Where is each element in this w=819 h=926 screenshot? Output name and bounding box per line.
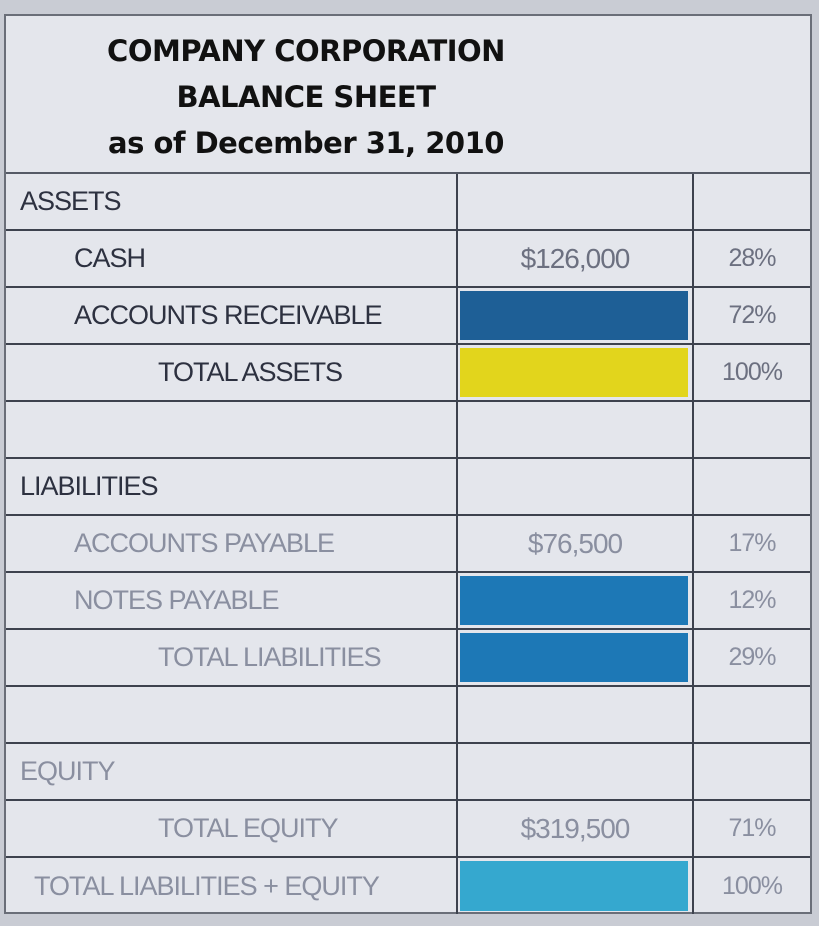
company-name: COMPANY CORPORATION (107, 34, 505, 68)
label-accounts-receivable: ACCOUNTS RECEIVABLE (74, 300, 382, 330)
label-cell[interactable] (6, 516, 458, 571)
value-cell[interactable] (458, 516, 694, 571)
percent-cell[interactable] (694, 516, 810, 571)
value-cell-total-liabilities[interactable] (458, 630, 694, 685)
percent-cell[interactable] (694, 744, 810, 799)
value-cell[interactable] (458, 459, 694, 514)
label-notes-payable: NOTES PAYABLE (74, 585, 279, 615)
highlight-fill (460, 633, 688, 682)
section-label-equity: EQUITY (20, 756, 115, 786)
label-total-assets: TOTAL ASSETS (158, 357, 343, 387)
highlight-fill (460, 861, 688, 911)
value-cell-total-liabilities-equity[interactable] (458, 858, 694, 914)
percent-cash: 28% (728, 244, 776, 272)
row-accounts-receivable (6, 288, 810, 345)
label-accounts-payable: ACCOUNTS PAYABLE (74, 528, 335, 558)
value-total-equity: $319,500 (520, 812, 630, 844)
row-assets-header (6, 174, 810, 231)
section-label-liabilities: LIABILITIES (20, 471, 158, 501)
section-label-assets: ASSETS (20, 186, 121, 216)
value-cell[interactable] (458, 801, 694, 856)
label-cell[interactable] (6, 288, 458, 343)
label-total-liabilities: TOTAL LIABILITIES (158, 642, 381, 672)
label-cell[interactable] (6, 174, 458, 229)
label-cell[interactable] (6, 573, 458, 628)
value-cell-notes-payable[interactable] (458, 573, 694, 628)
label-cell[interactable] (6, 459, 458, 514)
value-cell[interactable] (458, 174, 694, 229)
row-total-assets (6, 345, 810, 402)
row-notes-payable (6, 573, 810, 630)
percent-total-assets: 100% (722, 358, 782, 386)
percent-cell[interactable] (694, 630, 810, 685)
percent-total-equity: 71% (728, 814, 776, 842)
value-cell[interactable] (458, 402, 694, 457)
percent-cell[interactable] (694, 801, 810, 856)
percent-cell[interactable] (694, 345, 810, 400)
label-cell[interactable] (6, 801, 458, 856)
date-line: as of December 31, 2010 (108, 126, 504, 160)
row-total-equity (6, 801, 810, 858)
percent-cell[interactable] (694, 174, 810, 229)
balance-sheet (4, 14, 812, 914)
label-cell[interactable] (6, 402, 458, 457)
sheet-title (6, 16, 810, 174)
label-cell[interactable] (6, 345, 458, 400)
percent-total-liabilities-equity: 100% (722, 871, 782, 900)
value-accounts-payable: $76,500 (527, 527, 623, 559)
label-total-equity: TOTAL EQUITY (158, 813, 338, 843)
value-cell[interactable] (458, 687, 694, 742)
value-cell-total-assets[interactable] (458, 345, 694, 400)
document-title: BALANCE SHEET (176, 80, 436, 114)
row-cash (6, 231, 810, 288)
highlight-fill (460, 576, 688, 625)
row-accounts-payable (6, 516, 810, 573)
percent-cell[interactable] (694, 288, 810, 343)
row-blank (6, 687, 810, 744)
highlight-fill (460, 348, 688, 397)
row-blank (6, 402, 810, 459)
label-cell[interactable] (6, 630, 458, 685)
percent-cell[interactable] (694, 231, 810, 286)
row-total-liabilities (6, 630, 810, 687)
percent-cell[interactable] (694, 573, 810, 628)
percent-notes-payable: 12% (728, 586, 776, 614)
value-cash: $126,000 (520, 242, 630, 274)
percent-cell[interactable] (694, 459, 810, 514)
percent-cell[interactable] (694, 402, 810, 457)
value-cell[interactable] (458, 231, 694, 286)
label-cell[interactable] (6, 744, 458, 799)
percent-accounts-receivable: 72% (728, 301, 776, 329)
value-cell[interactable] (458, 744, 694, 799)
percent-total-liabilities: 29% (728, 643, 776, 671)
label-cell[interactable] (6, 231, 458, 286)
percent-accounts-payable: 17% (728, 529, 776, 557)
highlight-fill (460, 291, 688, 340)
percent-cell[interactable] (694, 858, 810, 914)
label-cell[interactable] (6, 687, 458, 742)
value-cell-accounts-receivable[interactable] (458, 288, 694, 343)
label-cell[interactable] (6, 858, 458, 914)
row-equity-header (6, 744, 810, 801)
label-total-liabilities-equity: TOTAL LIABILITIES + EQUITY (34, 870, 379, 901)
row-liabilities-header (6, 459, 810, 516)
percent-cell[interactable] (694, 687, 810, 742)
label-cash: CASH (74, 243, 146, 273)
row-total-liabilities-equity (6, 858, 810, 914)
